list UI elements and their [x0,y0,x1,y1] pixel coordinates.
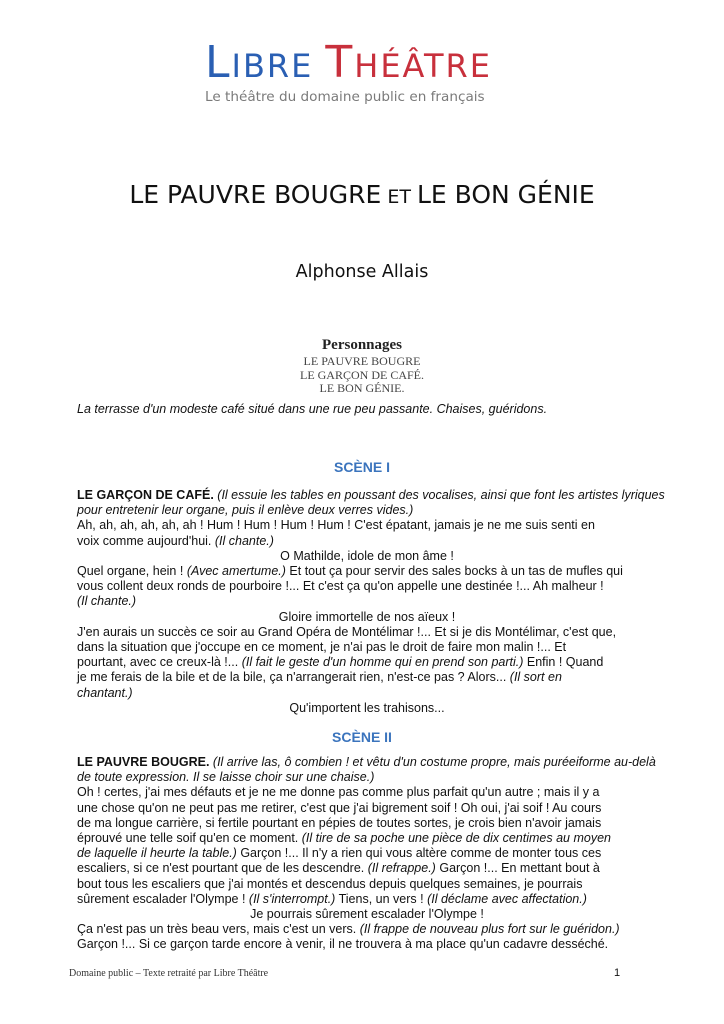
dialogue-line [77,922,657,937]
dialogue-line [77,655,657,670]
stage-direction: (Il déclame avec affectation.) [427,891,587,906]
line-text: voix comme aujourd'hui. [77,533,212,548]
speaker-name: LE PAUVRE BOUGRE. [77,755,210,769]
line-text: Garçon !... Si ce garçon tarde encore à venir, il ne trouvera à ma place qu'un cadavre desséché. [77,937,609,952]
line-text: Enfin ! Quand [526,655,604,670]
libre-theatre-logo [205,37,525,105]
verse-text: O Mathilde, idole de mon âme ! [280,548,454,563]
dialogue-line [77,770,657,785]
dialogue-line [77,816,657,831]
line-text: pourtant, avec ce creux-là !... [77,655,239,670]
dialogue-line [77,785,657,800]
line-text: Et tout ça pour servir des sales bocks à un tas de mufles qui [289,564,623,579]
dialogue-line [77,625,657,640]
stage-direction: de toute expression. Il se laisse choir sur une chaise.) [77,770,375,785]
verse-line [77,610,657,625]
verse-text: Qu'importent les trahisons... [289,700,445,715]
stage-direction: chantant.) [77,685,133,700]
dialogue-line [77,518,657,533]
verse-line [77,907,657,922]
characters-heading: Personnages [322,337,402,353]
play-title: LE PAUVRE BOUGRE ET LE BON GÉNIE [129,180,595,209]
stage-direction: (Il frappe de nouveau plus fort sur le guéridon.) [359,922,620,937]
dialogue-line [77,670,657,685]
dialogue-line [77,594,657,609]
stage-direction: (Il tire de sa poche une pièce de dix centimes au moyen [301,831,611,846]
line-text: Ah, ah, ah, ah, ah, ah ! Hum ! Hum ! Hum ! Hum ! C'est épatant, jamais je ne me suis senti en [77,518,595,533]
line-text: je me ferais de la bile et de la bile, ça n'arrangerait rien, n'est-ce pas ? Alors... [77,670,507,685]
scene-1-heading: SCÈNE I [333,459,390,475]
stage-direction: (Il s'interrompt.) [248,891,336,906]
line-text: Quel organe, hein ! [77,564,184,579]
line-text: sûrement escalader l'Olympe ! [77,891,246,906]
stage-direction: (Il refrappe.) [367,861,436,876]
stage-direction: (Il chante.) [77,594,137,609]
stage-direction: de laquelle il heurte la table.) [77,846,237,861]
stage-direction: (Il chante.) [214,533,274,548]
line-text: dans la situation que j'occupe en ce moment, je n'ai pas le droit de faire mon malin !... Et [77,640,567,655]
logo-tagline: Le théâtre du domaine public en français [205,89,485,105]
footer-credit: Domaine public – Texte retraité par Libre Théâtre [69,968,269,979]
verse-line [77,549,657,564]
line-text: bout tous les escaliers que j'ai montés et descendus depuis quelques semaines, je pourrais [77,876,583,891]
stage-direction: (Il essuie les tables en poussant des vocalises, ainsi que font les artistes lyriques [217,488,665,502]
dialogue-line [77,579,657,594]
verse-text: Je pourrais sûrement escalader l'Olympe ! [250,907,484,922]
stage-direction: (Il fait le geste d'un homme qui en prend son parti.) [241,655,524,670]
line-text: Oh ! certes, j'ai mes défauts et je ne me donne pas comme plus parfait qu'un autre ; mais il y a [77,785,600,800]
stage-direction: (Avec amertume.) [186,564,286,579]
dialogue-line [77,503,657,518]
author-name: Alphonse Allais [295,262,429,282]
dialogue-line [77,564,657,579]
dialogue-line [77,937,657,952]
line-text: une chose qu'on ne peut pas me retirer, c'est que j'ai bigrement soif ! Oh oui, j'ai soif ! Au cours [77,800,602,815]
line-text: escaliers, si ce n'est pourtant que de les descendre. [77,861,365,876]
line-text: vous collent deux ronds de pourboire !... Et c'est ça qu'on appelle une destinée !... Ah malheur ! [77,579,604,594]
dialogue-line [77,534,657,549]
character-item: LE BON GÉNIE. [319,381,405,395]
stage-setting: La terrasse d'un modeste café situé dans une rue peu passante. Chaises, guéridons. [77,402,548,416]
scene-2-heading: SCÈNE II [332,729,392,745]
dialogue-line [77,846,657,861]
characters-list [0,337,724,396]
logo-word-libre: LIBRE [205,37,314,88]
verse-text: Gloire immortelle de nos aïeux ! [278,609,456,624]
speaker-name: LE GARÇON DE CAFÉ. [77,488,214,502]
dialogue-line [77,831,657,846]
dialogue-line [77,801,657,816]
scene-2-text [77,755,657,953]
character-item: LE GARÇON DE CAFÉ. [299,367,424,382]
stage-direction: pour entretenir leur organe, puis il enlève deux verres vides.) [77,503,414,518]
dialogue-line [77,877,657,892]
dialogue-line [77,861,657,876]
line-text: Garçon !... En mettant bout à [439,861,600,876]
logo-word-theatre: THÉÂTRE [325,37,492,88]
line-text: Tiens, un vers ! [338,891,424,906]
line-text: éprouvé une telle soif qu'en ce moment. [77,831,299,846]
character-item: LE PAUVRE BOUGRE [303,354,421,368]
dialogue-line [77,640,657,655]
scene-1-text [77,488,665,716]
page-number: 1 [614,967,621,979]
stage-direction: (Il sort en [509,670,562,685]
stage-direction: (Il arrive las, ô combien ! et vêtu d'un costume propre, mais puréeiforme au-delà [212,755,656,769]
dialogue-line [77,892,657,907]
verse-line [77,701,657,716]
line-text: de ma longue carrière, si fertile pourtant en pépies de toutes sortes, je crois bien n'avoir jamais [77,815,602,830]
line-text: Garçon !... Il n'y a rien qui vous altère comme de monter tous ces [240,846,602,861]
dialogue-line [77,755,657,770]
line-text: Ça n'est pas un très beau vers, mais c'est un vers. [77,922,357,937]
logo-title [205,37,525,89]
dialogue-line [77,686,657,701]
dialogue-line [77,488,665,503]
line-text: J'en aurais un succès ce soir au Grand Opéra de Montélimar !... Et si je dis Montélimar, c'est que, [77,624,617,639]
